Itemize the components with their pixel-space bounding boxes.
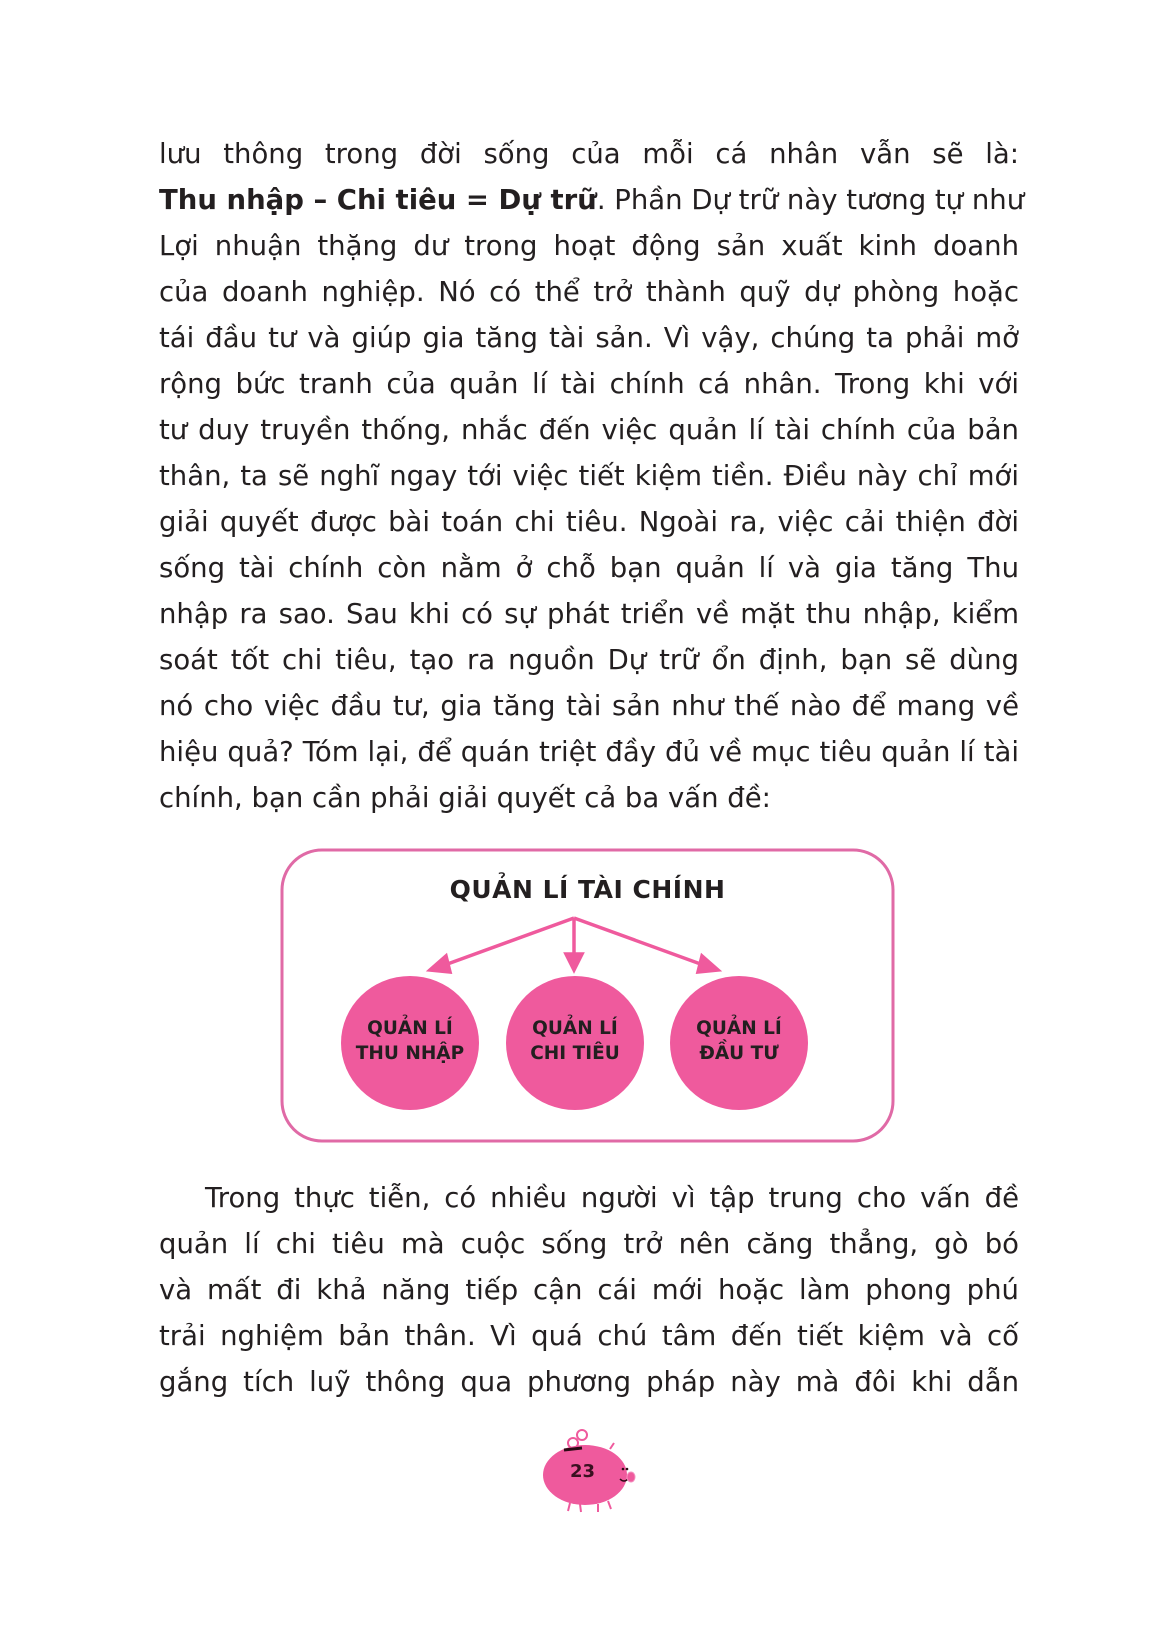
text-line: soát tốt chi tiêu, tạo ra nguồn Dự trữ ổn định, bạn sẽ dùng — [159, 644, 1019, 676]
arrow-right-head — [698, 956, 718, 972]
arrow-center-head — [566, 954, 582, 970]
text-line: Trong thực tiễn, có nhiều người vì tập trung cho vấn đề — [205, 1182, 1019, 1214]
text-line: chính, bạn cần phải giải quyết cả ba vấn đề: — [159, 782, 771, 814]
diagram-title: QUẢN LÍ TÀI CHÍNH — [449, 875, 726, 904]
text-line: tái đầu tư và giúp gia tăng tài sản. Vì vậy, chúng ta phải mở — [159, 322, 1019, 354]
arrow-left-head — [430, 956, 450, 972]
text-line: giải quyết được bài toán chi tiêu. Ngoài ra, việc cải thiện đời — [159, 506, 1019, 538]
node-label-income — [335, 1016, 485, 1066]
node-line: ĐẦU TƯ — [699, 1043, 779, 1064]
paragraph-2 — [159, 1175, 1019, 1405]
node-label-spending — [500, 1016, 650, 1066]
arrow-left — [442, 918, 574, 966]
arrow-right — [574, 918, 706, 966]
text-line: rộng bức tranh của quản lí tài chính cá nhân. Trong khi với — [159, 368, 1019, 400]
financial-management-diagram — [280, 848, 895, 1143]
text-span: . Phần Dự trữ này tương tự như — [596, 184, 1025, 216]
text-line: nó cho việc đầu tư, gia tăng tài sản như thế nào để mang về — [159, 690, 1019, 722]
text-line: và mất đi khả năng tiếp cận cái mới hoặc làm phong phú — [159, 1274, 1019, 1306]
paragraph-1 — [159, 131, 1025, 821]
text-line: tư duy truyền thống, nhắc đến việc quản lí tài chính của bản — [159, 414, 1019, 446]
text-line: thân, ta sẽ nghĩ ngay tới việc tiết kiệm tiền. Điều này chỉ mới — [159, 460, 1019, 492]
text-line: gắng tích luỹ thông qua phương pháp này mà đôi khi dẫn — [159, 1366, 1019, 1398]
text-line: sống tài chính còn nằm ở chỗ bạn quản lí và gia tăng Thu — [159, 552, 1019, 584]
text-line: hiệu quả? Tóm lại, để quán triệt đầy đủ về mục tiêu quản lí tài — [159, 736, 1019, 768]
node-line: QUẢN LÍ — [696, 1018, 782, 1039]
text-line — [159, 177, 1025, 223]
text-line: trải nghiệm bản thân. Vì quá chú tâm đến tiết kiệm và cố — [159, 1320, 1019, 1352]
node-line: QUẢN LÍ — [532, 1018, 618, 1039]
page-number: 23 — [569, 1461, 596, 1482]
text-line: Lợi nhuận thặng dư trong hoạt động sản xuất kinh doanh — [159, 230, 1019, 262]
text-line: lưu thông trong đời sống của mỗi cá nhân vẫn sẽ là: — [159, 138, 1019, 170]
node-line: QUẢN LÍ — [367, 1018, 453, 1039]
text-line: nhập ra sao. Sau khi có sự phát triển về mặt thu nhập, kiểm — [159, 598, 1019, 630]
formula-bold: Thu nhập – Chi tiêu = Dự trữ — [159, 184, 597, 216]
node-line: THU NHẬP — [355, 1043, 465, 1064]
node-line: CHI TIÊU — [530, 1043, 620, 1064]
node-label-investment — [664, 1016, 814, 1066]
arrows — [430, 918, 718, 972]
text-line: của doanh nghiệp. Nó có thể trở thành quỹ dự phòng hoặc — [159, 276, 1019, 308]
page-footer — [540, 1425, 640, 1515]
text-line: quản lí chi tiêu mà cuộc sống trở nên căng thẳng, gò bó — [159, 1228, 1019, 1260]
